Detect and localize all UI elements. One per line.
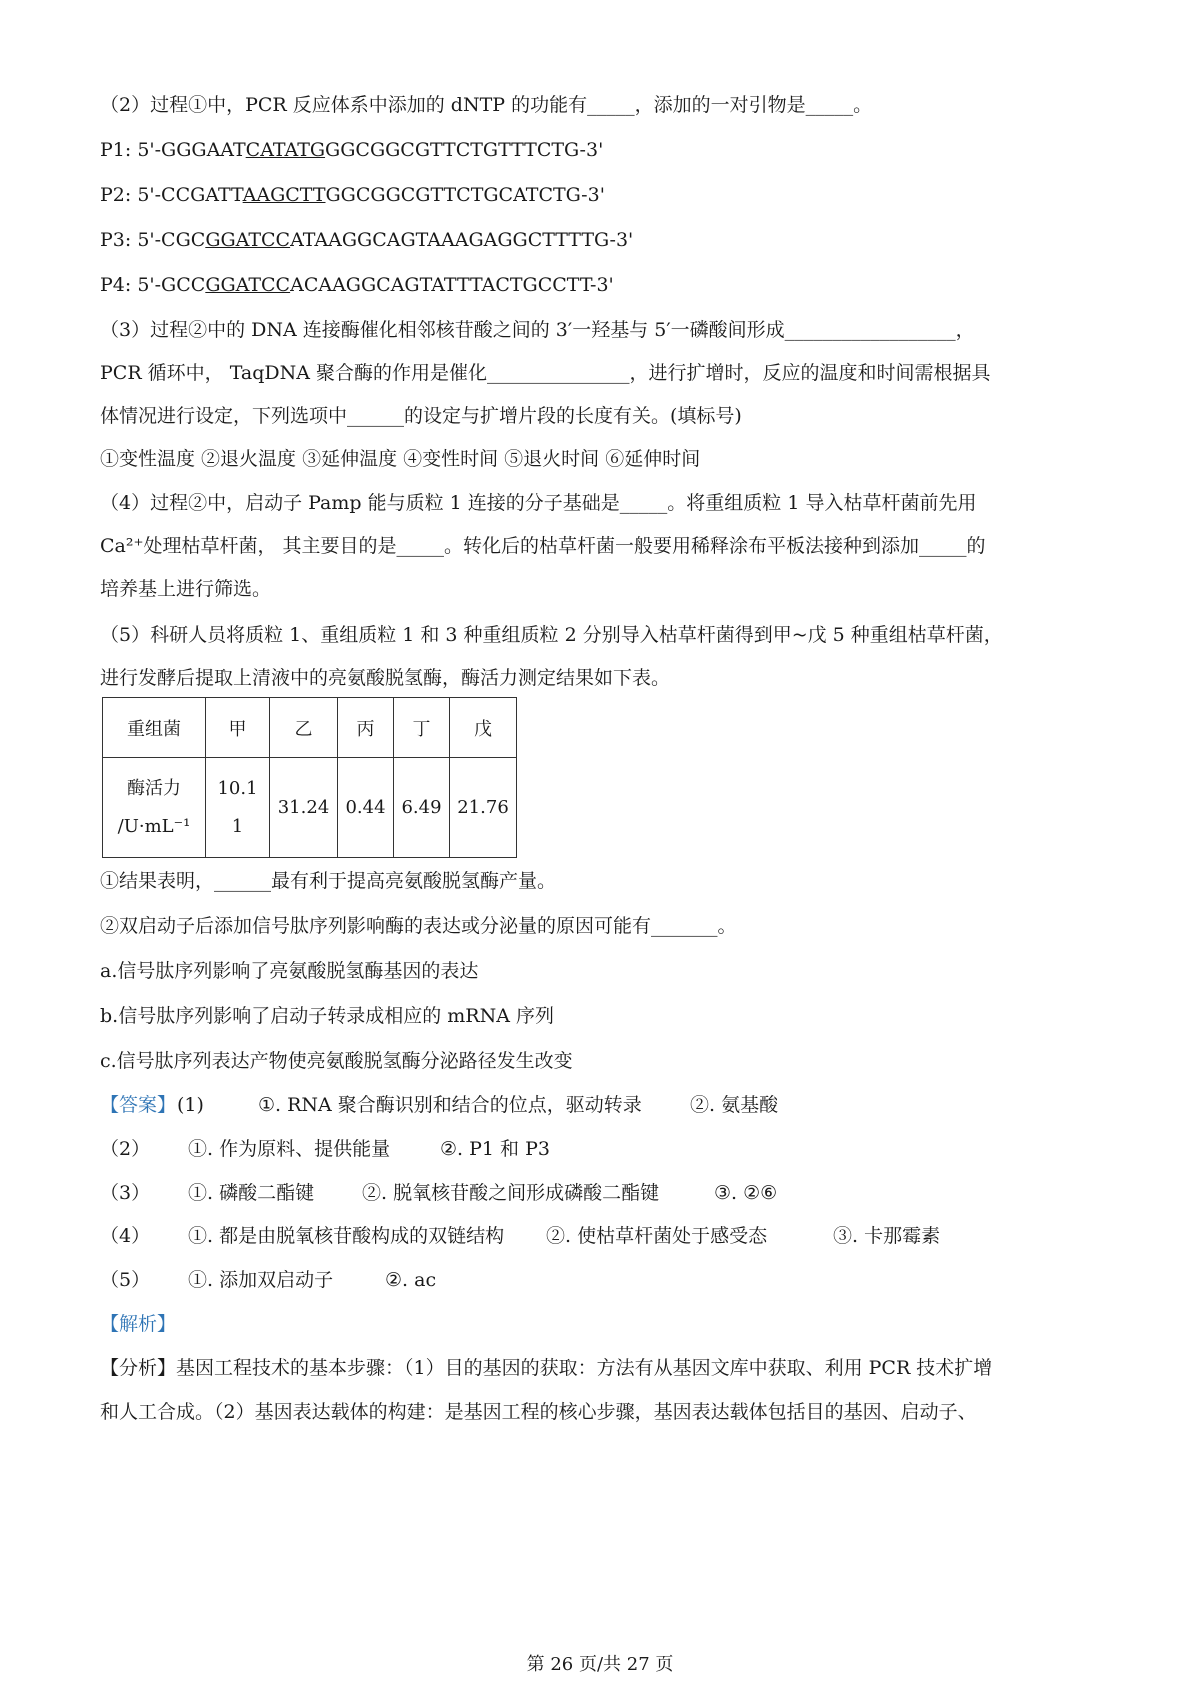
q4-line2: Ca²⁺处理枯草杆菌， 其主要目的是_____。转化后的枯草杆菌一般要用稀释涂布平板法接种到添加_____的	[100, 535, 986, 557]
restriction-site: CATATG	[245, 139, 326, 161]
q5-line2: 进行发酵后提取上清液中的亮氨酸脱氢酶，酶活力测定结果如下表。	[100, 667, 671, 689]
primer-p4: P4: 5'-GCCGGATCCACAAGGCAGTATTTACTGCCTT-3'	[100, 274, 614, 296]
page-footer: 第 26 页/共 27 页	[526, 1654, 674, 1675]
table-row	[103, 758, 517, 858]
answer-item: ①. 都是由脱氧核苷酸构成的双链结构	[188, 1225, 505, 1247]
answer-item: ②. 使枯草杆菌处于感受态	[546, 1225, 768, 1247]
answer-item: ②. 脱氧核苷酸之间形成磷酸二酯键	[362, 1182, 660, 1204]
table-cell-jia: 10.1 1	[206, 758, 270, 858]
table-header-jia: 甲	[206, 698, 270, 758]
table-row-label: 酶活力 /U·mL⁻¹	[103, 758, 206, 858]
q5-opt-b: b.信号肽序列影响了启动子转录成相应的 mRNA 序列	[100, 1005, 554, 1027]
table-cell-wu: 21.76	[450, 758, 517, 858]
answer-item: ③. ②⑥	[714, 1182, 778, 1204]
answer-item: ①. RNA 聚合酶识别和结合的位点，驱动转录	[258, 1094, 642, 1116]
q3-options: ①变性温度 ②退火温度 ③延伸温度 ④变性时间 ⑤退火时间 ⑥延伸时间	[100, 448, 701, 470]
enzyme-activity-table	[102, 697, 517, 858]
analysis-line2: 和人工合成。（2）基因表达载体的构建：是基因工程的核心步骤，基因表达载体包括目的基因、启动子、	[100, 1401, 977, 1423]
q5-sub2: ②双启动子后添加信号肽序列影响酶的表达或分泌量的原因可能有_______。	[100, 915, 737, 937]
primer-p3: P3: 5'-CGCGGATCCATAAGGCAGTAAAGAGGCTTTTG-3'	[100, 229, 634, 251]
table-header-row	[103, 698, 517, 758]
answer-num: (1)	[177, 1094, 204, 1116]
table-cell-ding: 6.49	[394, 758, 450, 858]
restriction-site: GGATCC	[205, 274, 291, 296]
q5-sub1: ①结果表明，______最有利于提高亮氨酸脱氢酶产量。	[100, 870, 557, 892]
answer-item: ①. 磷酸二酯键	[188, 1182, 315, 1204]
answer-item: ①. 作为原料、提供能量	[188, 1138, 391, 1160]
q4-line1: （4）过程②中，启动子 Pamp 能与质粒 1 连接的分子基础是_____。将重组质粒 1 导入枯草杆菌前先用	[100, 492, 977, 514]
table-header-bing: 丙	[338, 698, 394, 758]
table-cell-bing: 0.44	[338, 758, 394, 858]
answer-num: （5）	[100, 1269, 151, 1291]
answer-item: ②. 氨基酸	[690, 1094, 779, 1116]
table-header-wu: 戊	[450, 698, 517, 758]
table-cell-yi: 31.24	[270, 758, 338, 858]
q3-line2: PCR 循环中， TaqDNA 聚合酶的作用是催化_______________，进行扩增时，反应的温度和时间需根据具	[100, 362, 991, 384]
answer-num: （4）	[100, 1225, 151, 1247]
primer-p1: P1: 5'-GGGAATCATATGGGCGGCGTTCTGTTTCTG-3'	[100, 139, 604, 161]
q2-text: （2）过程①中，PCR 反应体系中添加的 dNTP 的功能有_____，添加的一对引物是_____。	[100, 94, 873, 116]
answer-item: ②. ac	[385, 1269, 437, 1291]
restriction-site: GGATCC	[205, 229, 291, 251]
analysis-tag: 【解析】	[100, 1313, 177, 1335]
q5-line1: （5）科研人员将质粒 1、重组质粒 1 和 3 种重组质粒 2 分别导入枯草杆菌得到甲~戊 5 种重组枯草杆菌，	[100, 624, 1003, 646]
answer-num: （2）	[100, 1138, 151, 1160]
q4-line3: 培养基上进行筛选。	[100, 578, 272, 600]
q3-line1: （3）过程②中的 DNA 连接酶催化相邻核苷酸之间的 3′一羟基与 5′一磷酸间形成__________________，	[100, 319, 975, 341]
table-header-label: 重组菌	[103, 698, 206, 758]
answer-item: ①. 添加双启动子	[188, 1269, 334, 1291]
q5-opt-a: a.信号肽序列影响了亮氨酸脱氢酶基因的表达	[100, 960, 479, 982]
answer-item: ③. 卡那霉素	[833, 1225, 941, 1247]
answer-num: （3）	[100, 1182, 151, 1204]
restriction-site: AAGCTT	[242, 184, 326, 206]
answer-tag: 【答案】	[100, 1094, 177, 1116]
q5-opt-c: c.信号肽序列表达产物使亮氨酸脱氢酶分泌路径发生改变	[100, 1050, 573, 1072]
analysis-line1: 【分析】基因工程技术的基本步骤：（1）目的基因的获取：方法有从基因文库中获取、利用 PCR 技术扩增	[100, 1357, 993, 1379]
answer-item: ②. P1 和 P3	[440, 1138, 550, 1160]
primer-p2: P2: 5'-CCGATTAAGCTTGGCGGCGTTCTGCATCTG-3'	[100, 184, 605, 206]
table-header-ding: 丁	[394, 698, 450, 758]
table-header-yi: 乙	[270, 698, 338, 758]
q3-line3: 体情况进行设定，下列选项中______的设定与扩增片段的长度有关。(填标号)	[100, 405, 742, 427]
